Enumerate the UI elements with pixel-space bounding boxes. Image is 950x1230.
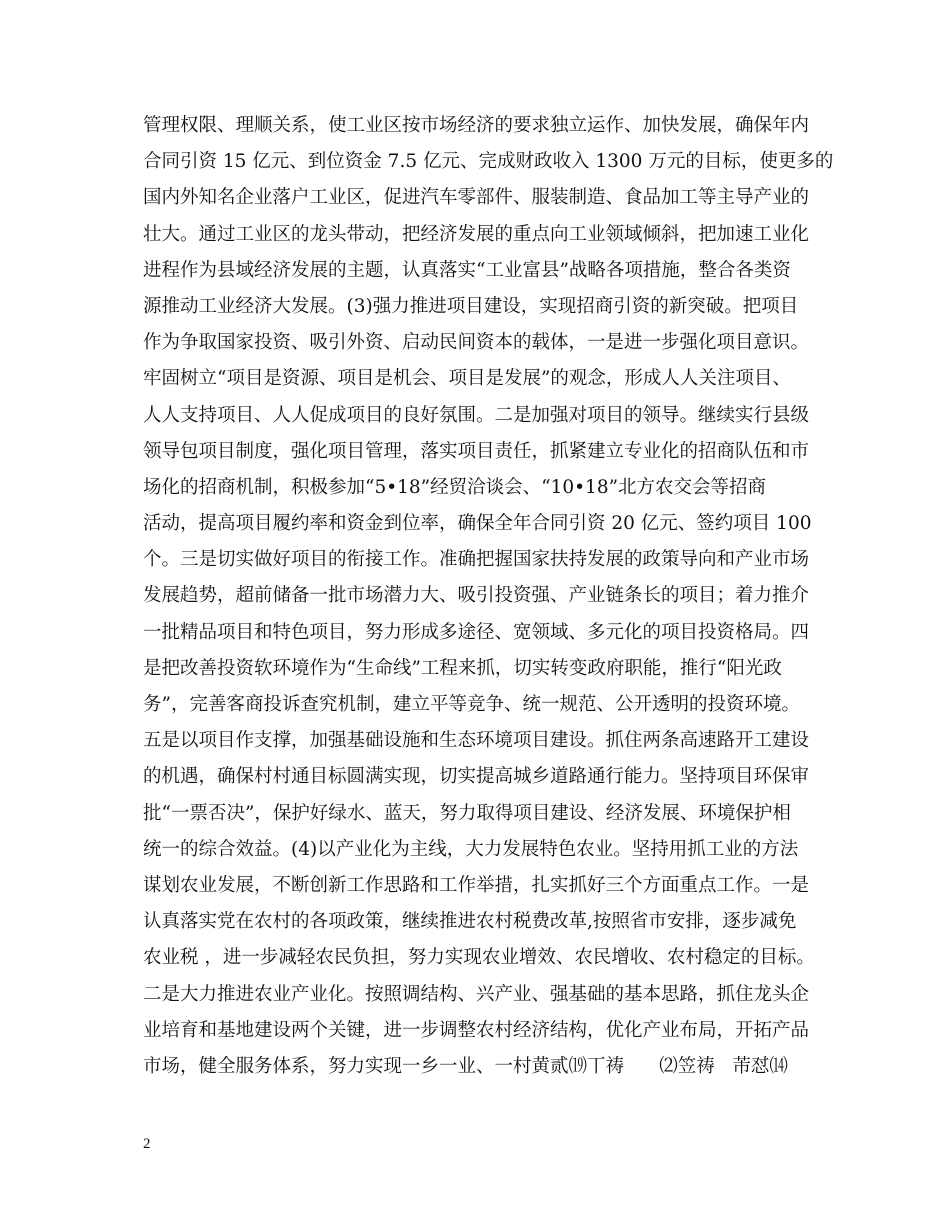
- text-line: 牢固树立“项目是资源、项目是机会、项目是发展”的观念，形成人人关注项目、: [143, 368, 791, 390]
- text-line: 管理权限、理顺关系，使工业区按市场经济的要求独立运作、加快发展，确保年内: [143, 115, 810, 136]
- text-line: 进程作为县域经济发展的主题，认真落实“工业富县”战略各项措施，整合各类资: [143, 259, 791, 281]
- text-line: 个。三是切实做好项目的衔接工作。准确把握国家扶持发展的政策导向和产业市场: [143, 549, 810, 571]
- text-line: 是把改善投资软环境作为“生命线”工程来抓，切实转变政府职能，推行“阳光政: [143, 657, 782, 679]
- text-line: 谋划农业发展，不断创新工作思路和工作举措，扎实抓好三个方面重点工作。一是: [143, 874, 810, 896]
- text-line: 的机遇，确保村村通目标圆满实现，切实提高城乡道路通行能力。坚持项目环保审: [143, 766, 810, 788]
- text-line: 壮大。通过工业区的龙头带动，把经济发展的重点向工业领域倾斜，把加速工业化: [143, 223, 810, 245]
- text-line: 一批精品项目和特色项目，努力形成多途径、宽领域、多元化的项目投资格局。四: [143, 621, 810, 643]
- body-text: [143, 108, 843, 1085]
- text-line: 务”，完善客商投诉查究机制，建立平等竞争、统一规范、公开透明的投资环境。: [143, 694, 800, 715]
- text-line: 统一的综合效益。(4)以产业化为主线，大力发展特色农业。坚持用抓工业的方法: [143, 838, 799, 860]
- text-line: 农业税 ，进一步减轻农民负担，努力实现农业增效、农民增收、农村稳定的目标。: [143, 947, 815, 969]
- text-line: 业培育和基地建设两个关键，进一步调整农村经济结构，优化产业布局，开拓产品: [143, 1019, 810, 1041]
- text-line: 发展趋势，超前储备一批市场潜力大、吸引投资强、产业链条长的项目；着力推介: [143, 585, 810, 607]
- text-line: 二是大力推进农业产业化。按照调结构、兴产业、强基础的基本思路，抓住龙头企: [143, 983, 810, 1005]
- text-line: 活动，提高项目履约率和资金到位率，确保全年合同引资 20 亿元、签约项目 100: [143, 513, 812, 535]
- text-line: 领导包项目制度，强化项目管理，落实项目责任，抓紧建立专业化的招商队伍和市: [143, 440, 810, 462]
- text-line: 场化的招商机制，积极参加“5•18”经贸洽谈会、“10•18”北方农交会等招商: [143, 476, 767, 498]
- text-line: 国内外知名企业落户工业区，促进汽车零部件、服装制造、食品加工等主导产业的: [143, 187, 810, 209]
- text-line: 市场，健全服务体系，努力实现一乡一业、一村黄贰⒆丅祷 ⑵笠祷 芾怼⒁: [143, 1055, 788, 1077]
- text-line: 五是以项目作支撑，加强基础设施和生态环境项目建设。抓住两条高速路开工建设: [143, 730, 810, 752]
- text-line: 人人支持项目、人人促成项目的良好氛围。二是加强对项目的领导。继续实行县级: [143, 404, 810, 426]
- text-line: 源推动工业经济大发展。(3)强力推进项目建设，实现招商引资的新突破。把项目: [143, 295, 799, 317]
- text-line: 合同引资 15 亿元、到位资金 7.5 亿元、完成财政收入 1300 万元的目标，使更多的: [143, 151, 834, 173]
- page-number: 2: [143, 1136, 151, 1152]
- text-line: 批“一票否决”，保护好绿水、蓝天，努力取得项目建设、经济发展、环境保护相: [143, 802, 791, 824]
- text-line: 作为争取国家投资、吸引外资、启动民间资本的载体，一是进一步强化项目意识。: [143, 332, 810, 354]
- text-line: 认真落实党在农村的各项政策，继续推进农村税费改革,按照省市安排，逐步减免: [143, 911, 797, 933]
